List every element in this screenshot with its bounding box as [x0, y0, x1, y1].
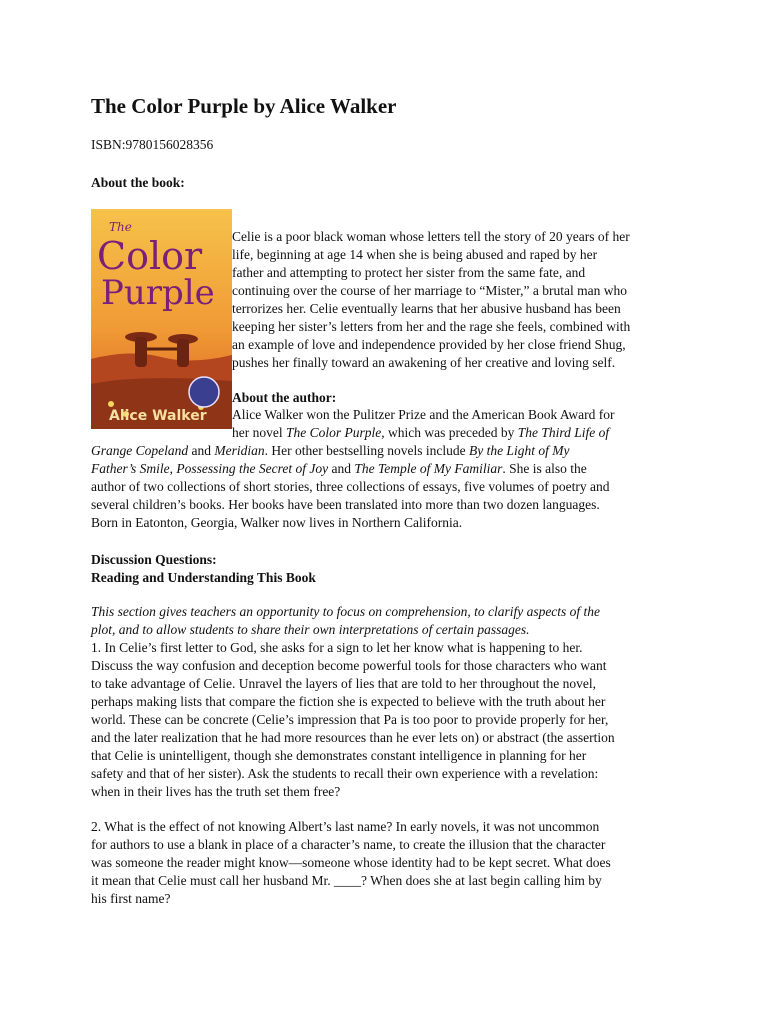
cover-author: Alice Walker — [109, 408, 207, 424]
about-book-line: an example of love and independence provided by her close friend Shug, — [232, 337, 626, 352]
book-title: Grange Copeland — [91, 443, 189, 458]
book-title: The Color Purple — [285, 425, 382, 440]
about-author-text — [91, 406, 691, 532]
about-author-line: several children’s books. Her books have been translated into more than two dozen languages. — [91, 497, 600, 512]
question-line: perhaps making lists that compare the fiction she is expected to believe with the truth about her — [91, 694, 606, 709]
book-title: Meridian — [214, 443, 265, 458]
about-book-line: terrorizes her. Celie eventually learns that her abusive husband has been — [232, 301, 621, 316]
about-author-line: Born in Eatonton, Georgia, Walker now lives in Northern California. — [91, 515, 463, 530]
about-author-heading: About the author: — [232, 390, 337, 405]
about-author-line: Father’s Smile, Possessing the Secret of Joy and The Temple of My Familiar. She is also the — [91, 461, 587, 476]
about-book-line: life, beginning at age 14 when she is being abused and raped by her — [232, 247, 598, 262]
about-book-line: pushes her finally toward an awakening of her creative and loving self. — [232, 355, 616, 370]
about-author-line: Grange Copeland and Meridian. Her other bestselling novels include By the Light of My — [91, 443, 570, 458]
about-author-line: Alice Walker won the Pulitzer Prize and the American Book Award for — [232, 407, 615, 422]
cover-title-purple: Purple — [101, 273, 215, 313]
discussion-subheading: Reading and Understanding This Book — [91, 570, 316, 585]
question-2 — [91, 818, 611, 908]
discussion-heading: Discussion Questions: — [91, 552, 217, 567]
question-line: when in their lives has the truth set them free? — [91, 784, 341, 799]
question-line: to take advantage of Celie. Unravel the layers of lies that are told to her throughout the novel, — [91, 676, 596, 691]
about-author-line: her novel The Color Purple, which was preceded by The Third Life of — [232, 425, 610, 440]
about-book-line: Celie is a poor black woman whose letters tell the story of 20 years of her — [232, 229, 630, 244]
question-line: that Celie is unintelligent, though she demonstrates constant intelligence in planning for her — [91, 748, 587, 763]
question-line: world. These can be concrete (Celie’s impression that Pa is too poor to provide properly for her, — [91, 712, 609, 727]
book-title: Possessing the Secret of Joy — [176, 461, 329, 476]
question-1 — [91, 639, 615, 801]
question-line: for authors to use a blank in place of a character’s name, to create the illusion that the character — [91, 837, 606, 852]
book-title: Father’s Smile — [91, 461, 170, 476]
question-line: Discuss the way confusion and deception become powerful tools for those characters who want — [91, 658, 607, 673]
isbn-text: ISBN:9780156028356 — [91, 137, 214, 152]
question-line: 2. What is the effect of not knowing Albert’s last name? In early novels, it was not uncommon — [91, 819, 600, 834]
about-book-line: continuing over the course of her marriage to “Mister,” a brutal man who — [232, 283, 627, 298]
cover-title-the: The — [109, 220, 132, 234]
intro-line: This section gives teachers an opportunity to focus on comprehension, to clarify aspects of the — [91, 604, 601, 619]
question-line: was someone the reader might know—someone whose identity had to be kept secret. What does — [91, 855, 611, 870]
question-line: 1. In Celie’s first letter to God, she asks for a sign to let her know what is happening to her. — [91, 640, 583, 655]
question-line: and the later realization that he had more resources than he ever lets on) or abstract (the assertion — [91, 730, 615, 745]
about-book-line: keeping her sister’s letters from her and the rage she feels, combined with — [232, 319, 631, 334]
question-line: his first name? — [91, 891, 171, 906]
section-intro — [91, 603, 600, 639]
about-book-text — [232, 228, 692, 372]
page-title: The Color Purple by Alice Walker — [91, 94, 397, 118]
cover-title-color: Color — [97, 234, 203, 278]
about-book-line: father and attempting to protect her sister from the same fate, and — [232, 265, 586, 280]
about-book-heading: About the book: — [91, 175, 185, 190]
book-title: The Third Life of — [517, 425, 610, 440]
book-title: The Temple of My Familiar — [354, 461, 503, 476]
about-author-line: author of two collections of short stories, three collections of essays, five volumes of poetry and — [91, 479, 610, 494]
question-line: it mean that Celie must call her husband Mr. ____? When does she at last begin calling him by — [91, 873, 602, 888]
question-line: safety and that of her sister). Ask the students to recall their own experience with a revelation: — [91, 766, 599, 781]
intro-line: plot, and to allow students to share their own interpretations of certain passages. — [91, 622, 530, 637]
book-title: By the Light of My — [468, 443, 570, 458]
discussion-section-header — [91, 551, 316, 587]
book-cover-image — [91, 209, 232, 429]
